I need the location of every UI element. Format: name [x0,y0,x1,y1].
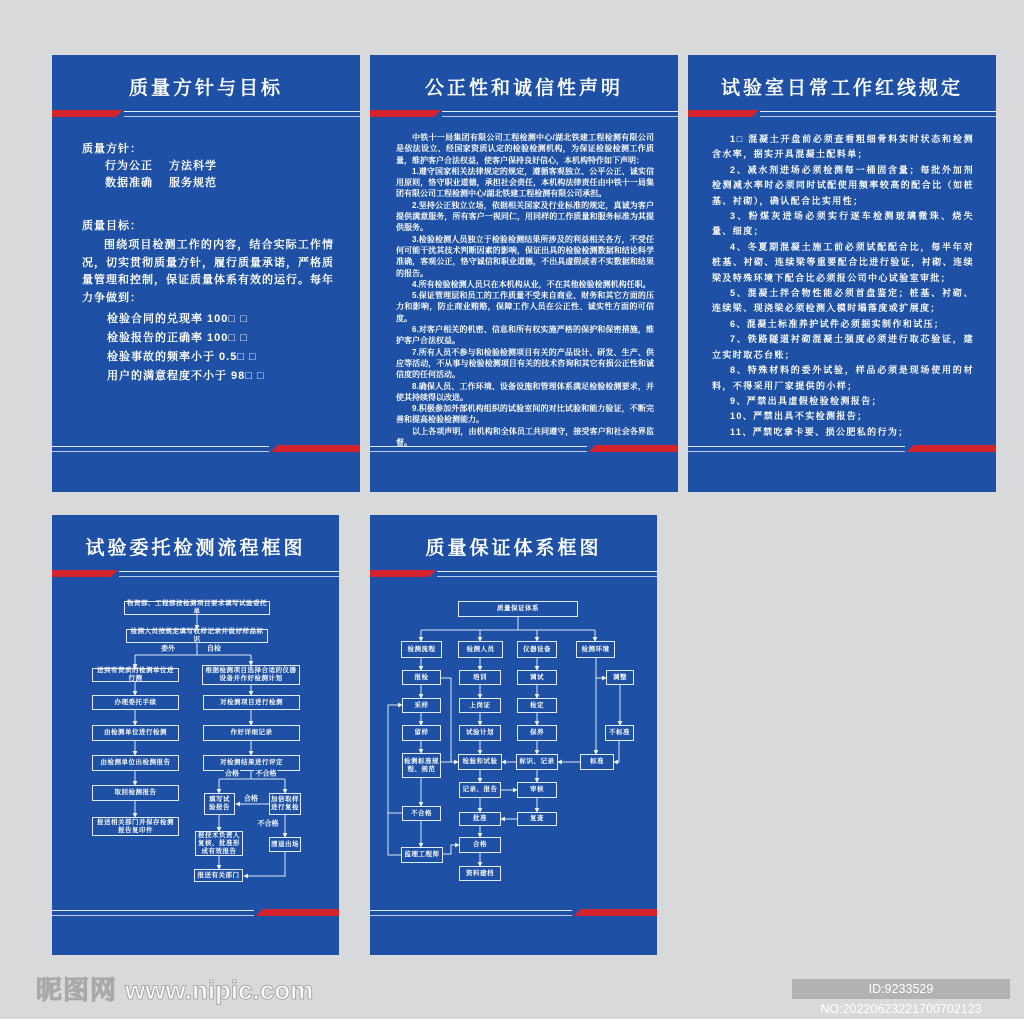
flow-node-retrieve-report: 取回检测报告 [92,785,179,801]
red-bar [370,110,441,117]
site-name: 昵图网 [36,975,118,1005]
flow-node-environment: 检测环境 [576,641,615,658]
red-line-item: 4、冬夏期混凝土施工前必须试配配合比，每半年对桩基、衬砌、连续梁等重要配合比进行验证，衬砌、连续梁及特殊环境下配合比必须报公司中心试验室审批； [712,241,974,283]
red-line-item: 5、混凝土拌合物性能必须首盘鉴定；桩基、衬砌、连续梁、现浇梁必须检测入模时塌落度或扩展度； [712,288,974,314]
flow-node-double-sample: 加倍取样进行复检 [269,793,301,815]
flow-node-self-test: 对检测项目进行检测 [203,695,300,710]
policy-item: 方法科学 [169,160,217,172]
goal-item: 用户的满意程度不小于 98□ □ [107,370,265,382]
red-lines-content [712,132,974,440]
flow-node-write-report: 填写试验报告 [204,793,235,815]
red-line-item: 6、混凝土标准养护试件必须据实制作和试压； [730,318,945,329]
thin-line [52,446,269,452]
thin-line [370,446,587,452]
flow-node-recheck: 复查 [517,812,557,826]
flow-node-maintain: 保养 [517,725,557,741]
goal-label: 质量目标： [82,220,142,232]
flow-edge-label: 合格 [244,795,258,803]
flow-node-certificate: 上岗证 [459,698,501,713]
policy-content [82,141,334,386]
flow-node-request: 物资部、工程部按检测项目要求填写试验委托单 [124,601,270,615]
flow-node-approval: 批准 [459,812,501,826]
red-line-item: 1□ 混凝土开盘前必须查看粗细骨料实时状态和检测含水率，据实开具混凝土配料单； [712,134,974,160]
flow-node-marking-record: 标识、记录 [516,754,558,770]
declaration-paragraph: 中铁十一局集团有限公司工程检测中心/湖北铁建工程检测有限公司是依法设立、经国家资质认定的检验检测机构，为保证检验检测工作质量，维护客户合法权益，使客户保持良好信心，本机构特作如下声明： [396,133,654,165]
thin-line [760,111,996,117]
red-bar [574,909,657,916]
flow-node-debug: 调试 [517,670,557,685]
flow-node-external-report: 由检测单位出检测报告 [92,755,179,771]
policy-pair-row [82,175,334,192]
red-line-item: 8、特殊材料的委外试验，样品必须是现场使用的材料，不得采用厂家提供的小样； [712,365,974,391]
site-watermark [36,970,313,1007]
panel-title: 质量方针与目标 [128,78,283,99]
footer-divider [370,909,657,917]
goal-item: 检验合同的兑现率 100□ □ [107,313,248,325]
panel-title: 质量保证体系框图 [425,538,602,559]
red-bar [52,110,123,117]
flow-node-root: 质量保证体系 [458,601,578,617]
panel-delegation-flowchart [52,515,339,955]
footer-divider [52,445,360,453]
flow-node-equipment: 仪器设备 [517,641,557,658]
flow-node-training: 培训 [459,670,501,685]
panel-qa-system-flowchart [370,515,657,955]
flow-edge-label: 自检 [207,645,221,653]
flow-node-personnel: 检测人员 [458,641,503,658]
declaration-paragraph: 5.保证管理层和员工的工作质量不受来自商业、财务和其它方面的压力和影响，防止商业贿赂，保障工作人员在公正性、诚实性方面的可信度。 [396,291,654,323]
footer-divider [370,445,678,453]
flow-node-unqualified: 不合格 [402,806,441,821]
declaration-paragraph: 以上各项声明，由机构和全体员工共同遵守，接受客户和社会各界监督。 [396,426,654,448]
flow-node-archive-copy: 报送相关部门并保存检测报告复印件 [92,817,179,836]
declaration-paragraph: 1.遵守国家相关法律规定的规定，遵循客观独立、公平公正、诚实信用原则，恪守职业道德，承担社会责任，本机构法律责任由中铁十一局集团有限公司工程检测中心/湖北铁建工程检测有限公司承担。 [396,166,654,199]
panel-red-lines [688,55,996,492]
declaration-paragraph: 9.积极参加外部机构组织的试验室间的对比试验和能力验证，不断完善和提高检验检测能力。 [396,404,654,425]
declaration-paragraph: 2.坚持公正独立立场，依据相关国家及行业标准的规定，真诚为客户提供满意服务，所有客户一视同仁，用同样的工作质量和服务标准为其提供服务。 [396,200,654,233]
flow-edge-label: 不合格 [255,770,277,778]
goal-item: 检验报告的正确率 100□ □ [107,332,248,344]
panel-title: 试验室日常工作红线规定 [720,78,963,99]
goal-paragraph: 围绕项目检测工作的内容，结合实际工作情况，切实贯彻质量方针，履行质量承诺，严格质量管理和控制，保证质量体系有效的运行。每年力争做到： [82,239,334,304]
policy-pair-row [82,158,334,175]
declaration-paragraph: 3.检验检测人员独立于检验检测结果所涉及的利益相关各方，不受任何可能干扰其技术判断因素的影响，保证出具的检验检测数据和结论科学准确，客观公正，恪守诚信和职业道德，不出具虚假或者不实数据和结果的报告。 [396,234,654,278]
flow-node-clear-out: 清退出场 [269,837,301,852]
policy-label: 质量方针： [82,143,142,155]
red-line-item: 10、严禁出具不实检测报告； [730,411,868,422]
thin-line [52,910,254,916]
flow-edge-label: 委外 [161,645,175,653]
flow-node-review: 审核 [517,782,557,798]
flow-node-detail-record: 作好详细记录 [203,725,300,741]
flow-edge-label: 合格 [225,770,239,778]
flow-node-supervisor: 监理工程师 [401,847,443,863]
goal-list [82,310,334,386]
policy-item: 数据准确 [105,177,153,189]
image-id-badge: ID:9233529 NO:20220623221700702123 [792,979,1010,999]
flow-node-send-depts: 报送有关部门 [194,869,243,882]
thin-line [370,910,572,916]
panel-declaration [370,55,678,492]
flow-node-sampling: 采样 [402,698,441,713]
declaration-paragraph: 8.确保人员、工作环境、设备设施和管理体系满足检验检测要求，并使其持续得以改进。 [396,381,654,402]
flow-node-formalities: 办理委托手续 [92,695,179,710]
flow-node-verification: 检定 [517,698,557,713]
site-url: www.nipic.com [125,975,314,1005]
flow-node-process: 检测流程 [401,641,442,658]
flow-node-evaluate: 对检测结果进行评定 [203,755,300,771]
red-line-item: 9、严禁出具虚假检验检测报告； [730,395,883,406]
thin-line [688,446,905,452]
flow-node-standard: 标准 [580,754,614,770]
flow-node-record-report: 记录、报告 [459,782,501,798]
flow-node-archive: 资料建档 [459,866,501,881]
thin-line [124,111,360,117]
red-bar [688,110,759,117]
flow-node-adjust: 调整 [606,670,634,685]
red-line-item: 11、严禁吃拿卡要、损公肥私的行为； [730,426,909,437]
flow-node-declare: 报检 [402,670,441,685]
flow-node-qualified: 合格 [459,837,501,853]
flow-node-choose-equipment: 根据检测项目选择合适的仪器设备并作好检测计划 [202,665,300,685]
policy-item: 服务规范 [169,177,217,189]
flow-node-inspection-test: 检验和试验 [458,754,502,770]
red-line-item: 3、粉煤灰进场必须实行逐车检测玻璃微珠、烧失量、细度； [712,211,974,237]
declaration-paragraph: 4.所有检验检测人员只在本机构从业，不在其他检验检测机构任职。 [412,279,651,289]
header-divider [52,110,360,118]
footer-divider [688,445,996,453]
flow-node-keep-sample: 留样 [402,725,441,741]
thin-line [442,111,678,117]
red-bar [589,445,678,452]
red-line-item: 7、铁路隧道衬砌混凝土强度必须进行取芯验证，建立实时取芯台账； [712,334,974,360]
flow-node-sample-record: 检测人员按规定填写收样记录并做好样品标识 [126,629,268,643]
red-bar [907,445,996,452]
red-line-item: 2、减水剂进场必须检测每一桶固含量；每批外加剂检测减水率时必须同时试配使用频率较高的配合比（如桩基、衬砌），确认配合比实用性； [712,164,974,206]
panel-quality-policy [52,55,360,492]
flow-node-test-plan: 试验计划 [459,725,501,741]
qa-system-flowchart [370,515,657,955]
header-divider [370,110,678,118]
goal-item: 检验事故的频率小于 0.5□ □ [107,351,257,363]
header-divider [688,110,996,118]
policy-item: 行为公正 [105,160,153,172]
declaration-paragraph: 6.对客户相关的机密、信息和所有权实施严格的保护和保密措施，维护客户合法权益。 [396,325,654,346]
declaration-content [396,132,654,448]
flow-node-standards: 检测标准规程、规范 [402,753,441,778]
declaration-paragraph: 7.所有人员不参与和检验检测项目有关的产品设计、研发、生产、供应等活动，不从事与检验检测项目有关的技术咨询和其它有损公正性和诚信度的任何活动。 [396,347,654,380]
panel-title: 试验委托检测流程框图 [85,538,306,559]
delegation-flowchart [52,515,339,955]
flow-node-send-qualified: 送到有资质的检测单位进行测 [92,668,179,682]
red-bar [271,445,360,452]
flow-node-nonstandard: 不标准 [605,725,634,741]
flow-node-approve-report: 报技术负责人复核、批准形成有效报告 [195,831,243,856]
red-bar [256,909,339,916]
panel-title: 公正性和诚信性声明 [424,78,623,99]
flow-node-external-test: 由检测单位进行检测 [92,725,179,741]
flow-edge-label: 不合格 [257,820,279,828]
footer-divider [52,909,339,917]
